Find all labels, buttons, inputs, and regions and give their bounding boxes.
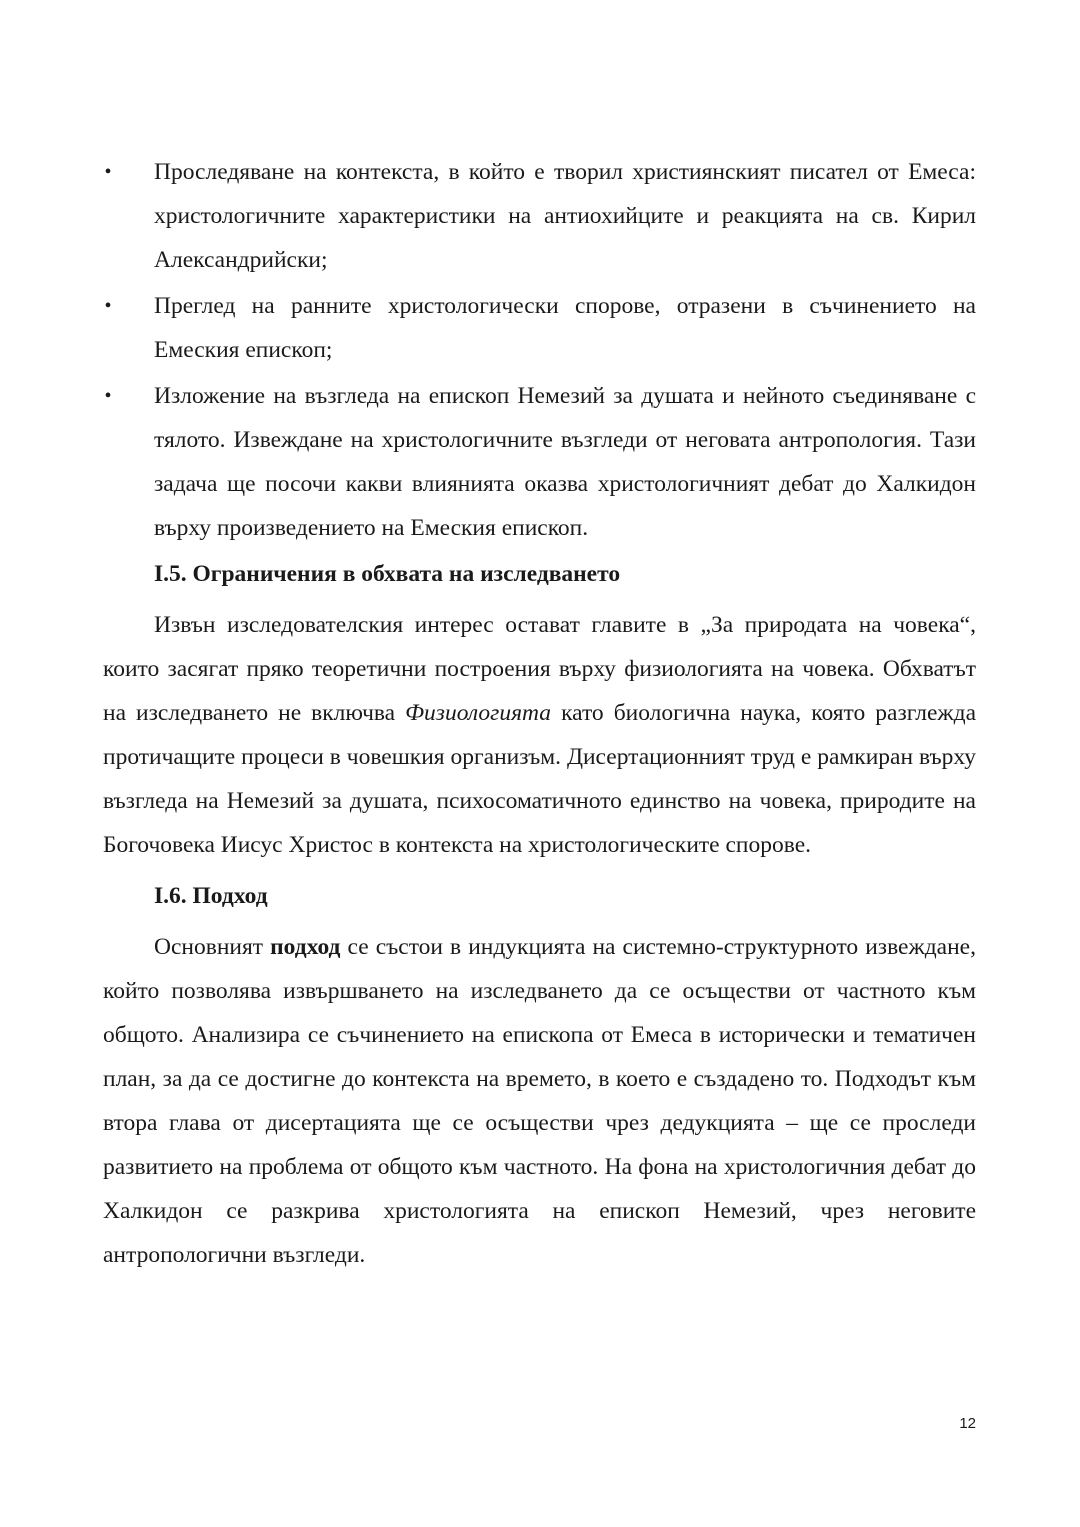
italic-term: Физиологията [405,700,552,726]
list-item [103,374,976,550]
list-item-text: Изложение на възгледа на епископ Немезий за душата и нейното съединяване с тялото. Извеждане на христологичните възгледи от неговата антропология. Тази задача ще посочи какви влиянията оказва христологичният дебат до Халкидон върху произведението на Емеския епископ. [154,383,976,541]
paragraph-scope [103,603,976,867]
page-content [103,150,976,1284]
bold-term: подход [270,934,341,960]
bullet-icon: • [104,295,112,317]
section-heading-scope: I.5. Ограничения в обхвата на изследването [154,561,621,587]
list-item [103,150,976,282]
paragraph-text: като биологична наука, която разглежда протичащите процеси в човешкия организъм. Дисертационният труд е рамкиран върху възгледа на Немезий за душата, психосоматичното единство на човека, природите на Богочовека Иисус Христос в контекста на христологическите спорове. [103,700,976,858]
list-item-text: Проследяване на контекста, в който е творил християнският писател от Емеса: христологичните характеристики на антиохийците и реакцията на св. Кирил Александрийски; [154,159,976,273]
bullet-icon: • [104,161,112,183]
paragraph-text: Основният [154,934,271,960]
objectives-list [103,150,976,550]
page-number: 12 [959,1415,976,1432]
paragraph-text: Извън изследователския интерес остават главите в „За природата на човека“, които засягат пряко теоретични построения върху физиологията на човека. Обхватът на изследването не включва [103,612,976,726]
paragraph-text: се състои в индукцията на системно-структурното извеждане, който позволява извършването на изследването да се осъществи от частното към общото. Анализира се съчинението на епископа от Емеса в исторически и тематичен план, за да се достигне до контекста на времето, в което е създадено то. Подходът към втора глава от дисертацията ще се осъществи чрез дедукцията – ще се проследи развитието на проблема от общото към частното. На фона на христологичния дебат до Халкидон се разкрива христологията на епископ Немезий, чрез неговите антропологични възгледи. [103,934,976,1268]
list-item [103,284,976,372]
bullet-icon: • [104,385,112,407]
section-heading-approach: I.6. Подход [154,883,268,909]
paragraph-approach [103,925,976,1277]
list-item-text: Преглед на ранните христологически спорове, отразени в съчинението на Емеския епископ; [154,293,976,363]
